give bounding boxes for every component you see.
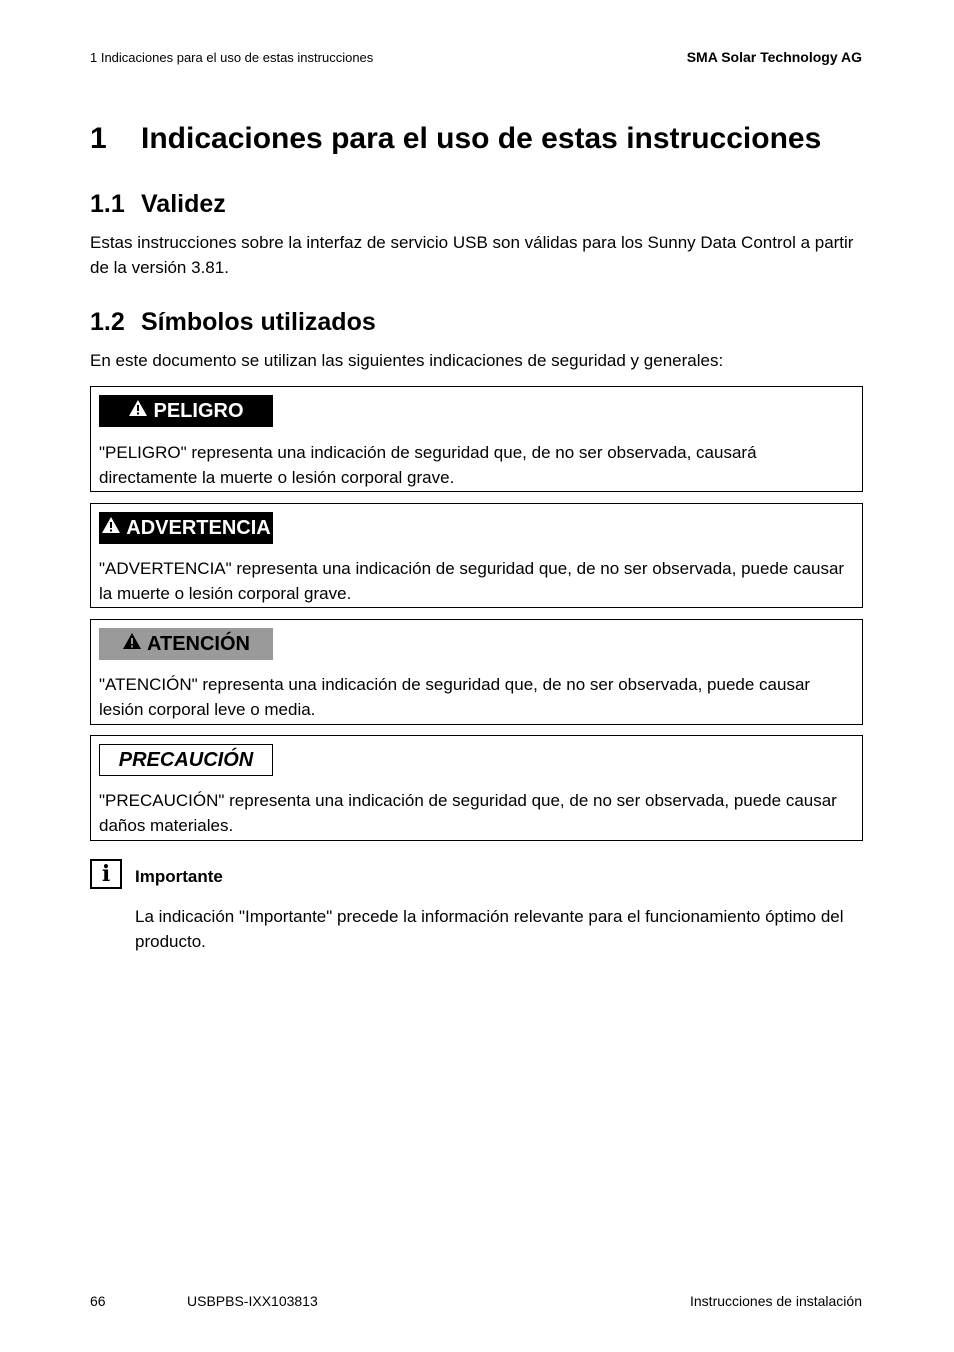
- notice-advertencia: [90, 503, 863, 608]
- document-type: Instrucciones de instalación: [690, 1293, 862, 1309]
- page-number: 66: [90, 1293, 106, 1309]
- notice-line: "PRECAUCIÓN" representa una indicación de seguridad que, de no ser observada, puede causar: [99, 791, 837, 810]
- notice-text: [99, 556, 856, 606]
- running-header-section: 1 Indicaciones para el uso de estas instrucciones: [90, 50, 374, 65]
- atencion-label: [99, 628, 273, 660]
- label-text: PELIGRO: [153, 399, 244, 422]
- section-heading-validez: [90, 190, 226, 219]
- important-title: Importante: [135, 867, 223, 886]
- notice-line: la muerte o lesión corporal grave.: [99, 584, 352, 603]
- notice-line: directamente la muerte o lesión corporal grave.: [99, 468, 455, 487]
- notice-text: [99, 672, 856, 722]
- notice-peligro: [90, 386, 863, 492]
- chapter-number: 1: [90, 122, 107, 155]
- important-line: La indicación "Importante" precede la información relevante para el funcionamiento óptimo del: [135, 907, 844, 926]
- warning-triangle-icon: [128, 399, 148, 423]
- section-number: 1.1: [90, 190, 125, 218]
- section-title: Símbolos utilizados: [141, 308, 376, 336]
- important-line: producto.: [135, 932, 206, 951]
- notice-atencion: [90, 619, 863, 725]
- document-id: USBPBS-IXX103813: [187, 1293, 318, 1309]
- label-text: ATENCIÓN: [147, 632, 250, 655]
- chapter-title: [90, 122, 821, 156]
- chapter-title-text: Indicaciones para el uso de estas instrucciones: [141, 122, 822, 155]
- notice-precaucion: [90, 735, 863, 841]
- paragraph-line: de la versión 3.81.: [90, 258, 229, 277]
- notice-line: "ATENCIÓN" representa una indicación de seguridad que, de no ser observada, puede causar: [99, 675, 811, 694]
- warning-triangle-icon: [122, 632, 142, 656]
- advertencia-label: [99, 512, 273, 544]
- section-number: 1.2: [90, 308, 125, 336]
- notice-line: "ADVERTENCIA" representa una indicación de seguridad que, de no ser observada, puede causar: [99, 559, 845, 578]
- peligro-label: [99, 395, 273, 427]
- precaucion-label: PRECAUCIÓN: [99, 744, 273, 776]
- warning-triangle-icon: [101, 516, 121, 540]
- info-icon: i: [90, 859, 122, 889]
- section-title: Validez: [141, 190, 226, 218]
- validez-paragraph: [90, 230, 865, 280]
- label-text: ADVERTENCIA: [126, 516, 271, 539]
- notice-text: [99, 788, 856, 838]
- notice-text: [99, 440, 856, 490]
- important-text: [135, 904, 863, 954]
- section-heading-simbolos: [90, 308, 376, 337]
- notice-line: "PELIGRO" representa una indicación de seguridad que, de no ser observada, causará: [99, 443, 757, 462]
- simbolos-intro: En este documento se utilizan las siguientes indicaciones de seguridad y generales:: [90, 351, 724, 370]
- paragraph-line: Estas instrucciones sobre la interfaz de servicio USB son válidas para los Sunny Data Control a partir: [90, 233, 854, 252]
- running-header-company: SMA Solar Technology AG: [686, 49, 862, 65]
- notice-line: daños materiales.: [99, 816, 234, 835]
- notice-line: lesión corporal leve o media.: [99, 700, 316, 719]
